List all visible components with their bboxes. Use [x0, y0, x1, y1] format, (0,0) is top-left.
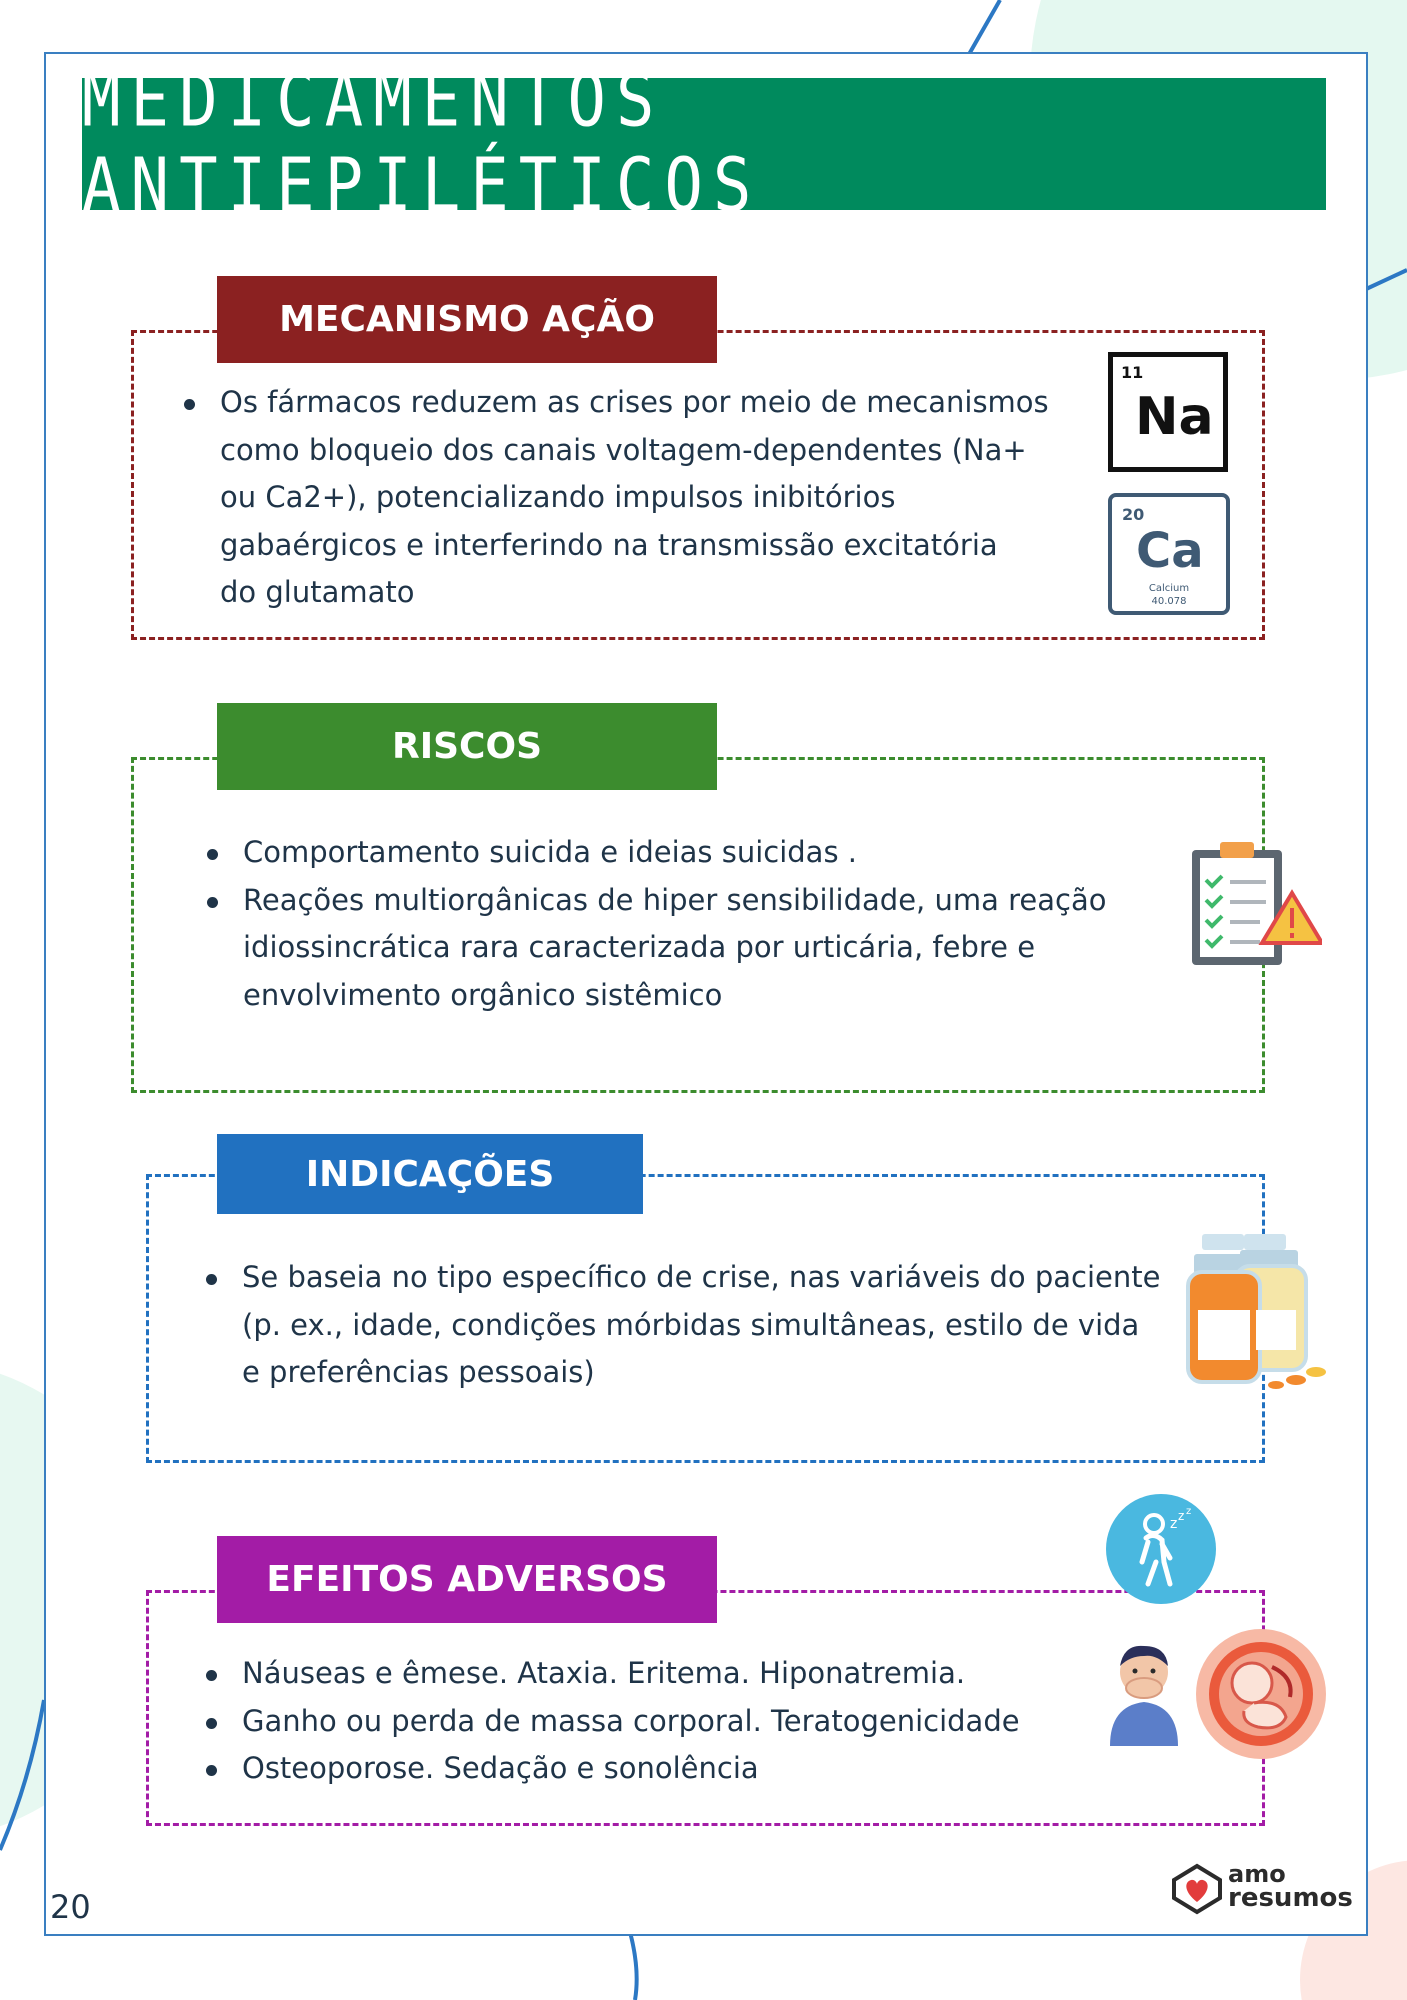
mecanismo-list: [184, 379, 1064, 617]
indicacoes-list: [206, 1254, 1166, 1397]
list-item: Osteoporose. Sedação e sonolência: [206, 1745, 1106, 1793]
list-item: Náuseas e êmese. Ataxia. Eritema. Hiponatremia.: [206, 1650, 1106, 1698]
brand-logo: [1170, 1862, 1360, 1917]
nauseous-person-icon: [1104, 1636, 1184, 1746]
page-title: MEDICAMENTOS ANTIEPILÉTICOS: [82, 58, 762, 230]
list-item: Ganho ou perda de massa corporal. Teratogenicidade: [206, 1698, 1106, 1746]
calcium-element-icon: 20 Ca Calcium 40.078: [1108, 493, 1230, 615]
svg-text:z: z: [1178, 1509, 1185, 1523]
mecanismo-heading-label: MECANISMO AÇÃO: [279, 299, 655, 340]
indicacoes-heading: [217, 1134, 643, 1214]
svg-text:z: z: [1186, 1506, 1192, 1517]
brand-name: amo resumos: [1228, 1860, 1353, 1913]
riscos-heading-label: RISCOS: [392, 726, 542, 767]
list-item: Se baseia no tipo específico de crise, nas variáveis do paciente (p. ex., idade, condições mórbidas simultâneas, estilo de vida e preferências pessoais): [206, 1254, 1166, 1397]
heart-icon: [1170, 1862, 1224, 1916]
list-item: Os fármacos reduzem as crises por meio de mecanismos como bloqueio dos canais voltagem-dependentes (Na+ ou Ca2+), potencializando impulsos inibitórios gabaérgicos e interferindo na transmissão excitatória do glutamato: [184, 379, 1064, 617]
efeitos-list: [206, 1650, 1106, 1793]
efeitos-heading: [217, 1536, 717, 1623]
riscos-list: [207, 829, 1137, 1019]
sleepy-person-icon: [1104, 1492, 1218, 1606]
fetus-icon: [1194, 1627, 1328, 1761]
svg-text:z: z: [1170, 1516, 1178, 1532]
pill-bottles-icon: [1176, 1230, 1336, 1390]
title-banner: [82, 58, 1326, 230]
mecanismo-heading: [217, 276, 717, 363]
list-item: Reações multiorgânicas de hiper sensibilidade, uma reação idiossincrática rara caracterizada por urticária, febre e envolvimento orgânico sistêmico: [207, 877, 1137, 1020]
page-number: 20: [50, 1888, 91, 1926]
clipboard-warning-icon: [1182, 838, 1322, 978]
list-item: Comportamento suicida e ideias suicidas .: [207, 829, 1137, 877]
efeitos-heading-label: EFEITOS ADVERSOS: [266, 1559, 668, 1600]
indicacoes-heading-label: INDICAÇÕES: [305, 1153, 555, 1195]
riscos-heading: [217, 703, 717, 790]
sodium-element-icon: 11 Na: [1108, 352, 1228, 472]
